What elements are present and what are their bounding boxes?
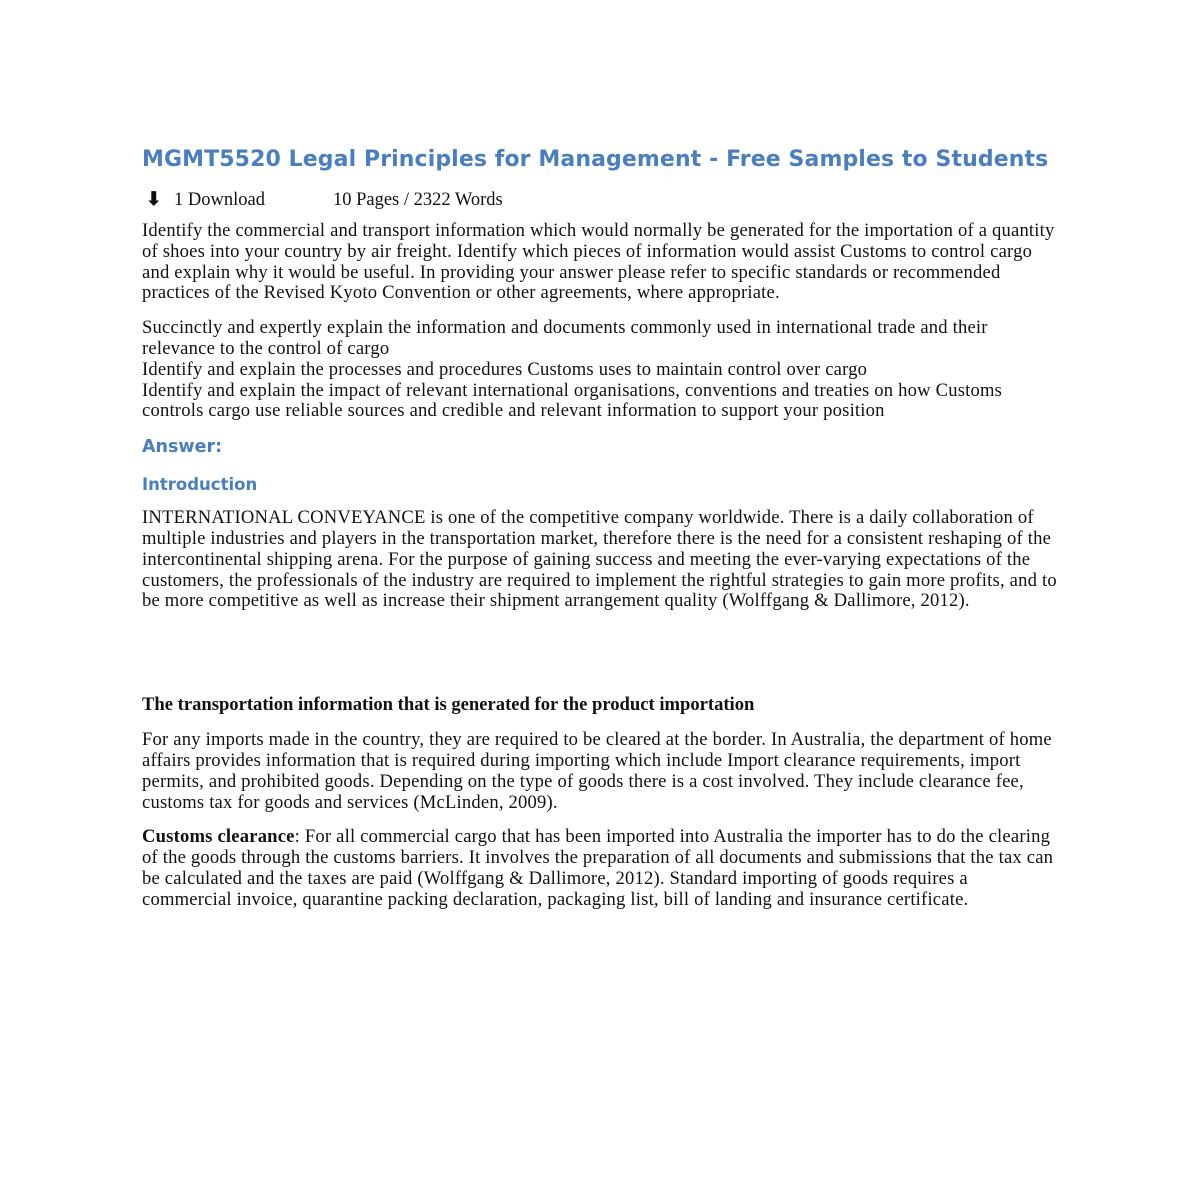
criteria-item: Identify and explain the impact of relevant international organisations, conventions and treaties on how Customs controls cargo use reliable sources and credible and relevant information to support your position <box>142 379 1003 422</box>
customs-text: : For all commercial cargo that has been imported into Australia the importer has to do the clearing of the goods through the customs barriers. It involves the preparation of all documents and submissions that the tax can be calculated and the taxes are paid (Wolffgang & Dallimore, 2012). Standard importing of goods requires a commercial invoice, quarantine packing declaration, packaging list, bill of landing and insurance certificate. <box>142 826 1054 910</box>
customs-paragraph <box>142 827 1062 910</box>
download-icon: ⬇ <box>146 190 162 210</box>
criteria-paragraph <box>142 318 1062 422</box>
intro-heading: Introduction <box>142 475 258 495</box>
answer-heading: Answer: <box>142 437 223 458</box>
question-paragraph: Identify the commercial and transport information which would normally be generated for the importation of a quantity of shoes into your country by air freight. Identify which pieces of information would assist Customs to control cargo and explain why it would be useful. In providing your answer please refer to specific standards or recommended practices of the Revised Kyoto Convention or other agreements, where appropriate. <box>142 220 1055 304</box>
download-count: 1 Download <box>174 190 265 210</box>
section-paragraph: For any imports made in the country, they are required to be cleared at the border. In Australia, the department of home affairs provides information that is required during importing which include Import clearance requirements, import permits, and prohibited goods. Depending on the type of goods there is a cost involved. They include clearance fee, customs tax for goods and services (McLinden, 2009). <box>142 729 1052 813</box>
spacer <box>142 626 1062 694</box>
document-page <box>142 145 1062 925</box>
intro-paragraph: INTERNATIONAL CONVEYANCE is one of the competitive company worldwide. There is a daily collaboration of multiple industries and players in the transportation market, therefore there is the need for a consistent reshaping of the intercontinental shipping arena. For the purpose of gaining success and meeting the ever-varying expectations of the customers, the professionals of the industry are required to implement the rightful strategies to gain more profits, and to be more competitive as well as increase their shipment arrangement quality (Wolffgang & Dallimore, 2012). <box>142 507 1057 612</box>
section-heading: The transportation information that is generated for the product importation <box>142 694 755 716</box>
customs-lead: Customs clearance <box>142 826 295 848</box>
page-title: MGMT5520 Legal Principles for Management - Free Samples to Students <box>142 147 1049 172</box>
criteria-item: Succinctly and expertly explain the information and documents commonly used in international trade and their relevance to the control of cargo <box>142 317 988 359</box>
document-meta <box>142 187 1062 213</box>
criteria-item: Identify and explain the processes and procedures Customs uses to maintain control over cargo <box>142 358 868 380</box>
page-word-count: 10 Pages / 2322 Words <box>332 190 503 210</box>
